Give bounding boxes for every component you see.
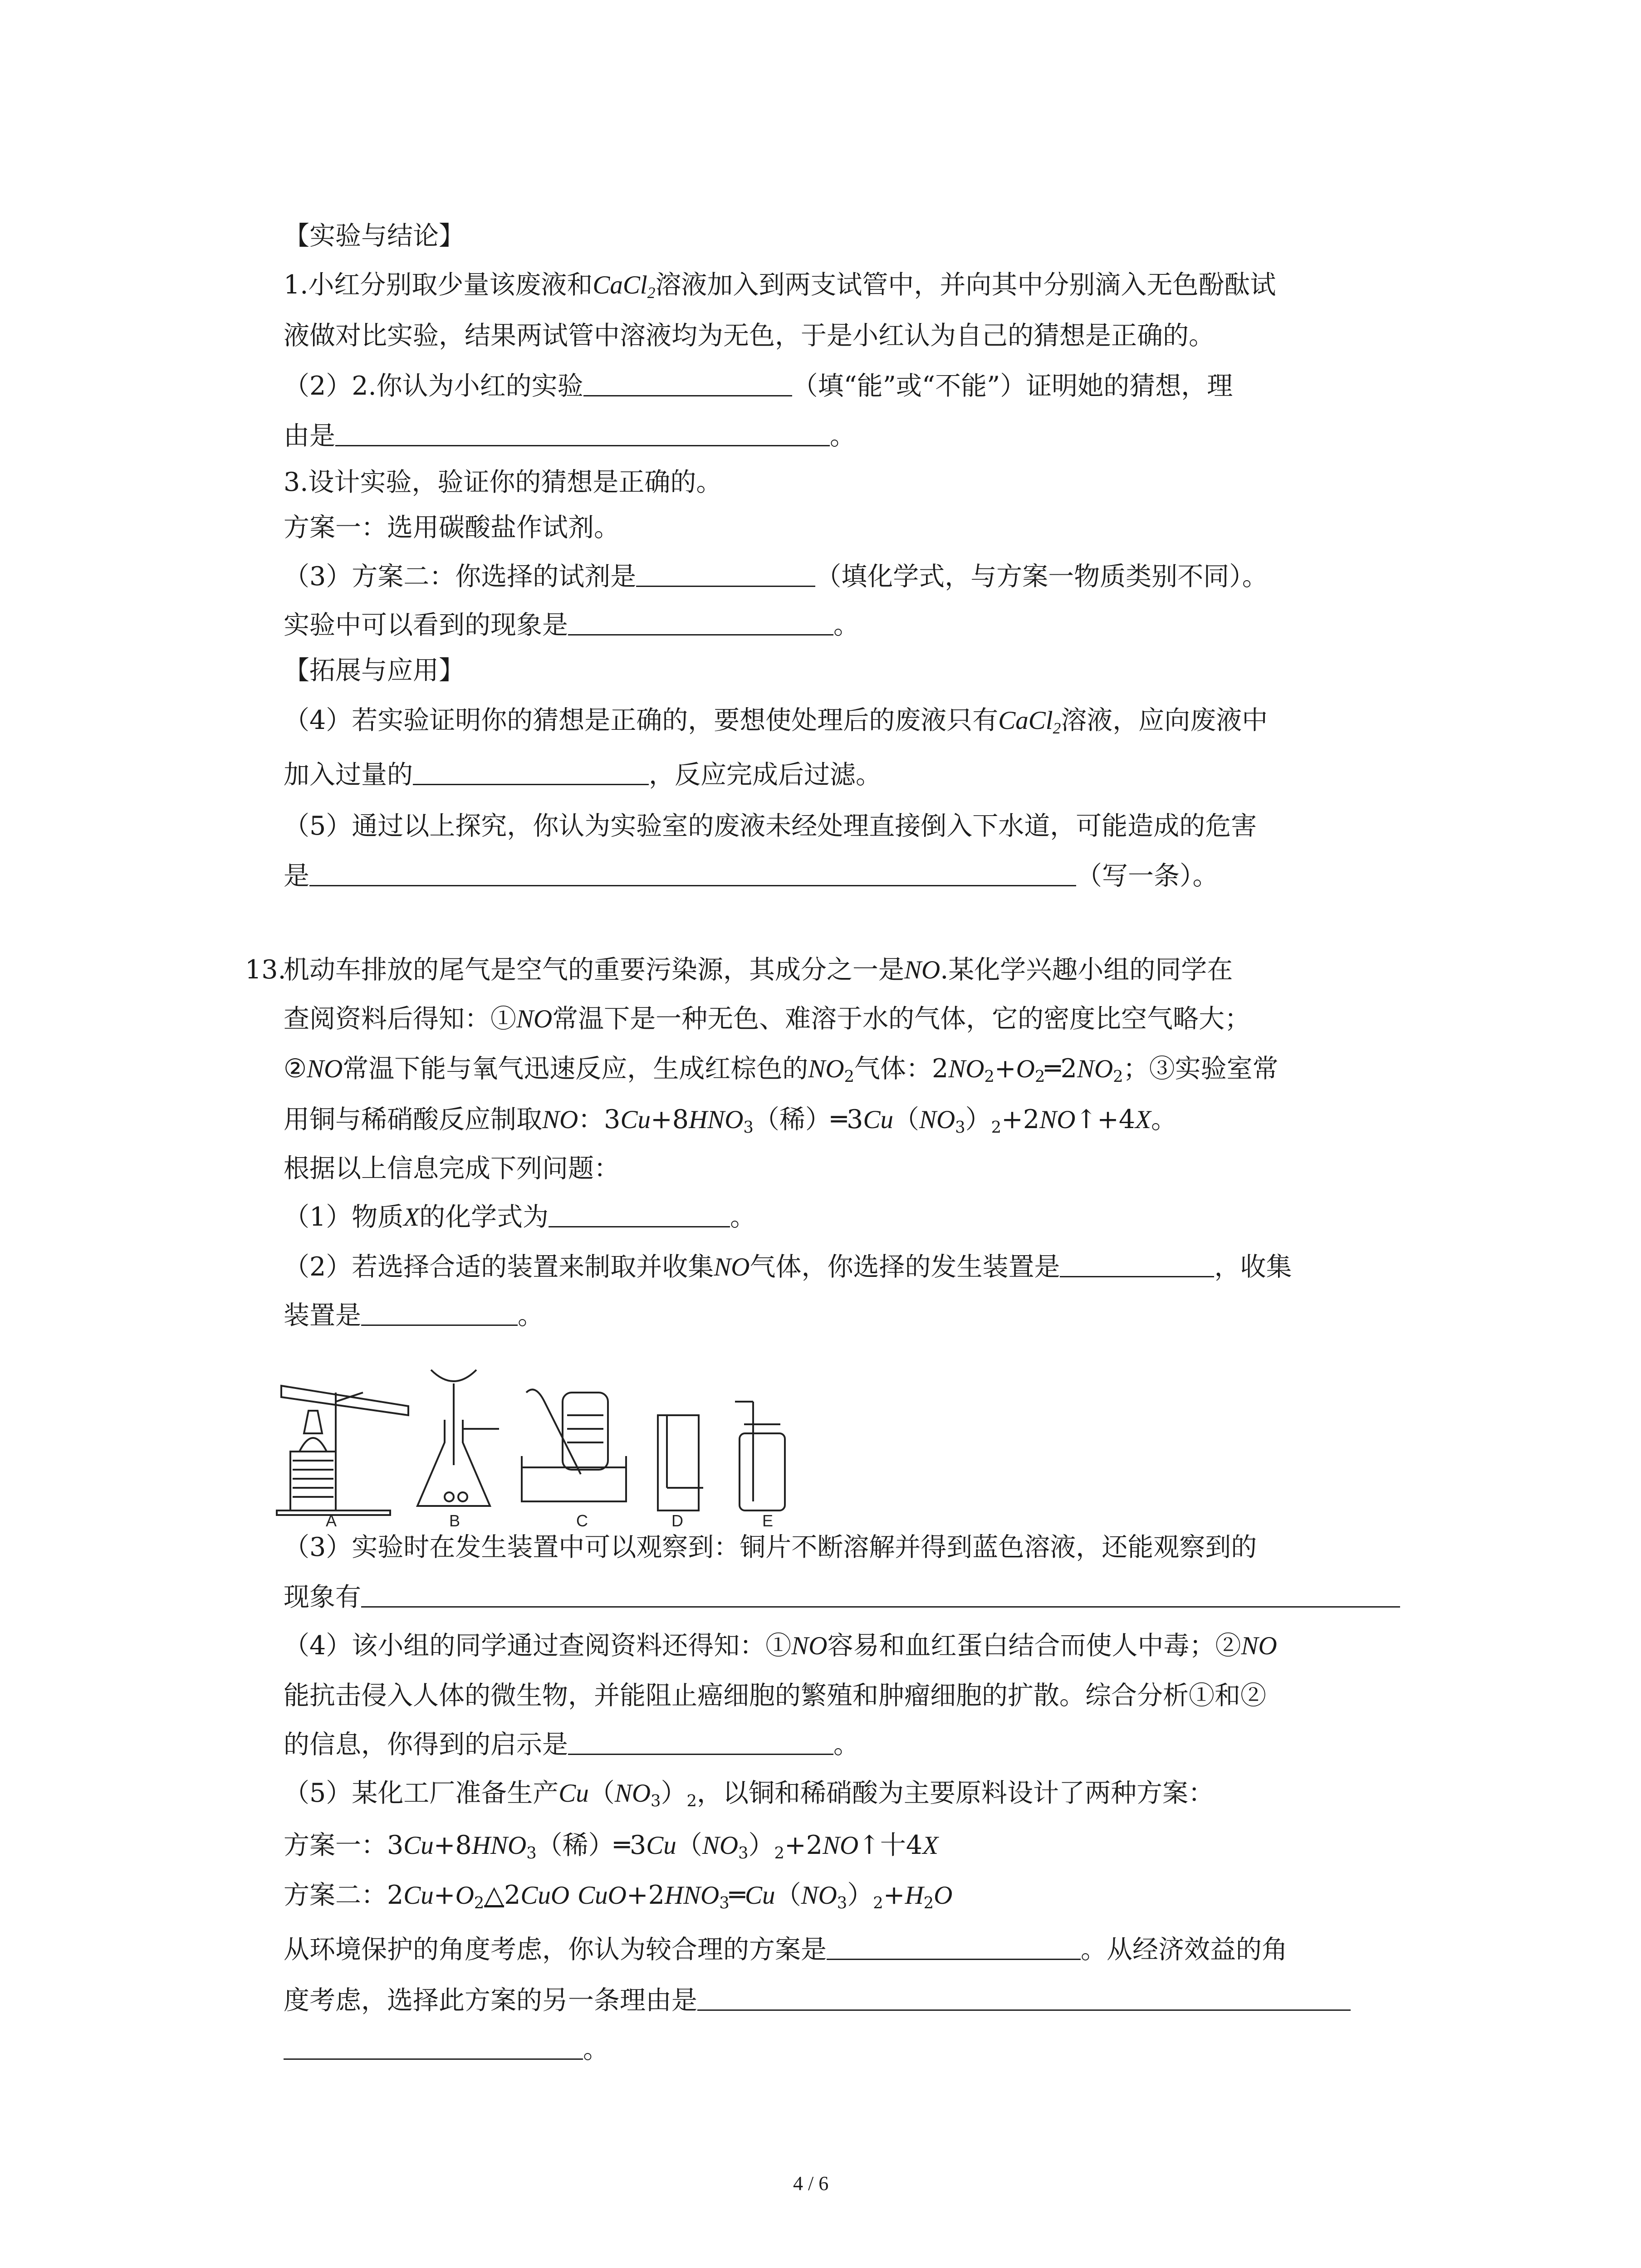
section-header-experiment: 【实验与结论】: [284, 221, 465, 251]
apparatus-figure: [272, 1365, 826, 1529]
answer-blank[interactable]: [697, 2009, 1351, 2011]
question-3-line: （3）方案二：你选择的试剂是 （填化学式，与方案一物质类别不同）。: [284, 562, 1268, 591]
answer-blank[interactable]: [284, 2058, 583, 2060]
paragraph-line: 1.小红分别取少量该废液和CaCl$_2$溶液加入到两支试管中，并向其中分别滴入无色酚酞试: [284, 270, 1276, 302]
apparatus-label-d: D: [671, 1511, 683, 1529]
apparatus-label-c: C: [576, 1511, 588, 1529]
answer-blank[interactable]: [413, 783, 649, 785]
question-4-line: （4）若实验证明你的猜想是正确的，要想使处理后的废液只有CaCl$_2$溶液，应向废液中: [284, 705, 1268, 737]
apparatus-label-e: E: [762, 1511, 774, 1529]
answer-blank[interactable]: [583, 395, 792, 396]
question-13-number: 13.: [245, 955, 286, 985]
q13-line: 查阅资料后得知：①NO常温下是一种无色、难溶于水的气体，它的密度比空气略大；: [284, 1004, 1251, 1034]
environment-question-line3: 。: [284, 2037, 609, 2063]
paragraph-line: 3.设计实验，验证你的猜想是正确的。: [284, 467, 722, 497]
paragraph-line: 方案一：选用碳酸盐作试剂。: [284, 513, 620, 543]
q13-sub2-line2: 装置是 。: [284, 1300, 544, 1330]
apparatus-label-a: A: [326, 1511, 337, 1529]
plan-two: 方案二：$2Cu+O_2\triangle 2CuO$ $CuO+2HNO_3═Cu(NO_3)_2+H_2O$: [284, 1880, 953, 1912]
apparatus-label-b: B: [449, 1511, 460, 1529]
question-5-line2: 是 （写一条）。: [284, 861, 1219, 891]
q13-sub3-line2: 现象有: [284, 1584, 1400, 1610]
answer-blank[interactable]: [549, 1226, 730, 1227]
q13-line: 用铜与稀硝酸反应制取NO：$3Cu+8HNO_3$（稀）$═3Cu(NO_3)_2+2NO↑+4X$。: [284, 1105, 1177, 1137]
q13-line: 机动车排放的尾气是空气的重要污染源，其成分之一是NO.某化学兴趣小组的同学在: [284, 955, 1233, 985]
question-2-line2: 由是 。: [284, 421, 856, 451]
answer-blank[interactable]: [1060, 1276, 1214, 1277]
page-number: 4 / 6: [793, 2172, 829, 2195]
question-3-line2: 实验中可以看到的现象是 。: [284, 610, 859, 640]
q13-sub5: （5）某化工厂准备生产$Cu(NO_3)_2$，以铜和稀硝酸为主要原料设计了两种方案：: [284, 1778, 1214, 1810]
q13-sub4-line3: 的信息，你得到的启示是 。: [284, 1730, 859, 1760]
heat-symbol: △: [484, 1880, 505, 1910]
question-2-line: （2）2.你认为小红的实验 （填“能”或“不能”）证明她的猜想，理: [284, 371, 1233, 401]
q13-line: 根据以上信息完成下列问题：: [284, 1154, 620, 1183]
q13-sub3: （3）实验时在发生装置中可以观察到：铜片不断溶解并得到蓝色溶液，还能观察到的: [284, 1532, 1257, 1562]
apparatus-e: [735, 1402, 785, 1510]
answer-blank[interactable]: [361, 1324, 518, 1326]
q13-sub4: （4）该小组的同学通过查阅资料还得知：①NO容易和血红蛋白结合而使人中毒；②NO: [284, 1631, 1277, 1661]
answer-blank[interactable]: [827, 1958, 1081, 1960]
q13-line: ②NO常温下能与氧气迅速反应，生成红棕色的$NO_2$气体：$2NO_2+O_2═2NO_2$；③实验室常: [284, 1054, 1279, 1086]
question-4-line2: 加入过量的 ，反应完成后过滤。: [284, 760, 882, 790]
answer-blank[interactable]: [309, 885, 1076, 886]
apparatus-d: [658, 1415, 703, 1510]
paragraph-line: 液做对比实验，结果两试管中溶液均为无色，于是小红认为自己的猜想是正确的。: [284, 321, 1215, 351]
q13-sub4-line2: 能抗击侵入人体的微生物，并能阻止癌细胞的繁殖和肿瘤细胞的扩散。综合分析①和②: [284, 1681, 1266, 1711]
answer-blank[interactable]: [361, 1606, 1400, 1608]
answer-blank[interactable]: [568, 634, 833, 635]
answer-blank[interactable]: [335, 445, 830, 446]
answer-blank[interactable]: [636, 585, 815, 587]
question-5-line: （5）通过以上探究，你认为实验室的废液未经处理直接倒入下水道，可能造成的危害: [284, 811, 1257, 841]
section-header-extension: 【拓展与应用】: [284, 655, 465, 685]
q13-sub2: （2）若选择合适的装置来制取并收集NO气体，你选择的发生装置是 ，收集: [284, 1252, 1292, 1282]
environment-question-line2: 度考虑，选择此方案的另一条理由是: [284, 1988, 1351, 2014]
apparatus-a: [277, 1386, 408, 1515]
plan-one: 方案一：$3Cu+8HNO_3$（稀）$═3Cu(NO_3)_2+2NO↑$十4X: [284, 1830, 939, 1862]
answer-blank[interactable]: [568, 1753, 833, 1755]
apparatus-c: [522, 1389, 626, 1501]
apparatus-b: [417, 1370, 499, 1506]
environment-question: 从环境保护的角度考虑，你认为较合理的方案是 。从经济效益的角: [284, 1935, 1288, 1965]
q13-sub1: （1）物质X的化学式为 。: [284, 1202, 756, 1232]
